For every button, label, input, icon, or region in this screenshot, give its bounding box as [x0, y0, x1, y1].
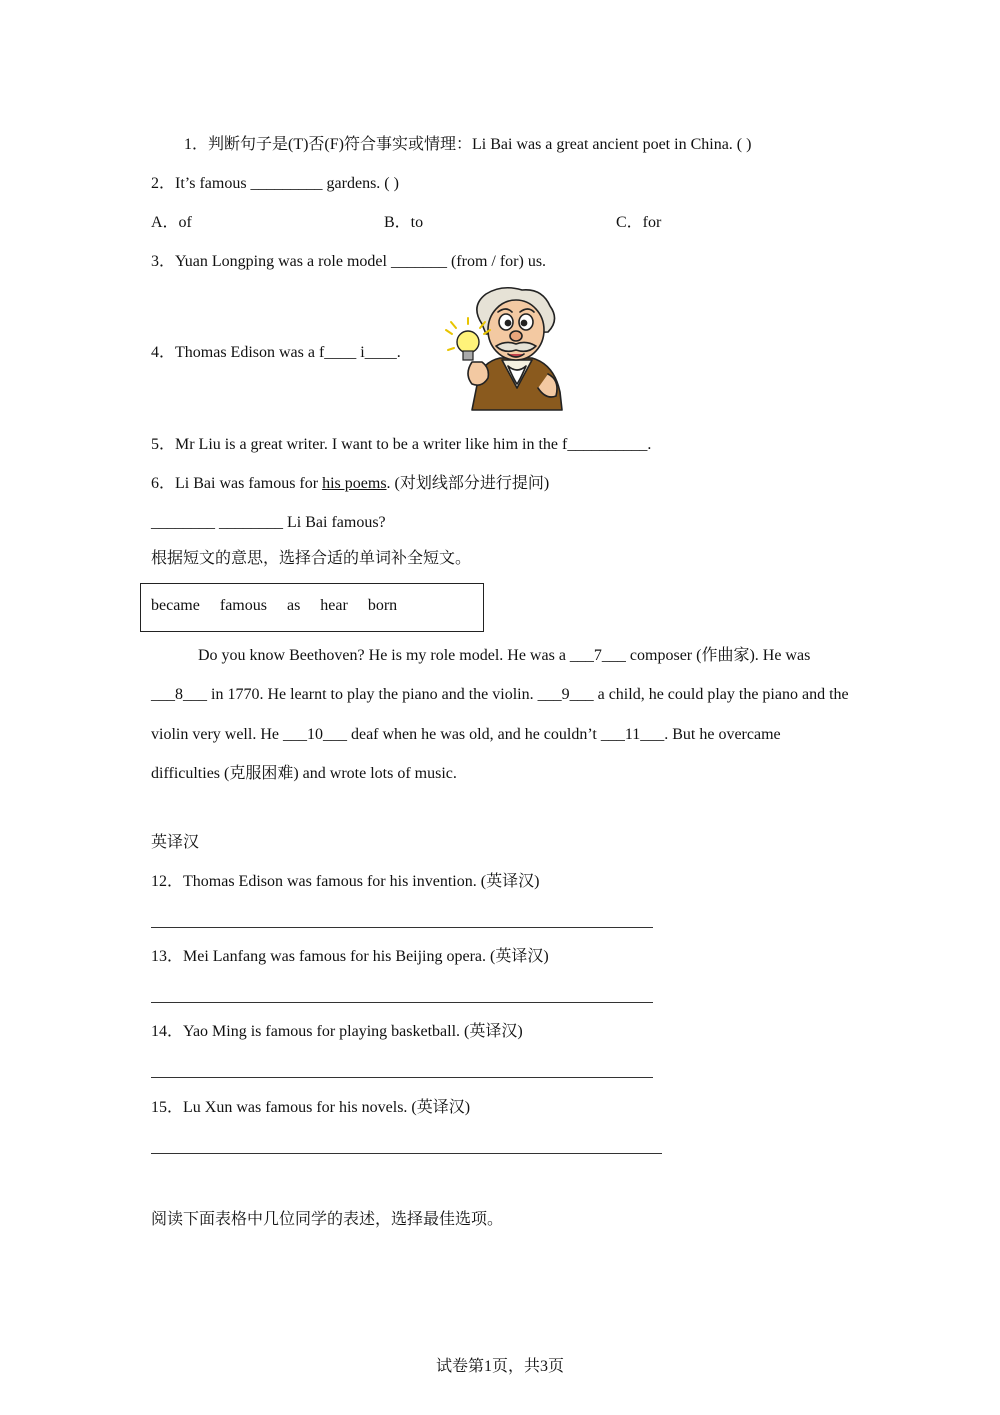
question-3: 3．Yuan Longping was a role model _______ (from / for) us. [151, 253, 547, 270]
edison-lightbulb-icon [442, 284, 568, 412]
reading-instruction: 阅读下面表格中几位同学的表述，选择最佳选项。 [151, 1211, 504, 1228]
cloze-passage-text: Do you know Beethoven? He is my role model. He was a ___7___ composer (作曲家). He was ___8___ in 1770. He learnt to play the piano and the violin. ___9___ a child, he could play the piano and the violin very well. He ___10___ deaf when he was old, and he couldn’t ___11___. But he overcame difficulties (克服困难) and wrote lots of music. [151, 647, 849, 782]
question-6-prefix: 6．Li Bai was famous for [151, 475, 323, 492]
option-a: A．of [151, 214, 192, 231]
question-5: 5．Mr Liu is a great writer. I want to be a writer like him in the f__________. [151, 436, 652, 453]
word-bank-item: as [286, 597, 301, 614]
translation-item-12: 12．Thomas Edison was famous for his invention. (英译汉) [151, 873, 540, 890]
translation-item-15: 15．Lu Xun was famous for his novels. (英译汉) [151, 1099, 471, 1116]
question-6-answer: ________ ________ Li Bai famous? [151, 514, 386, 531]
answer-line-12[interactable] [151, 927, 653, 928]
question-2: 2．It’s famous _________ gardens. ( ) [151, 175, 399, 192]
question-6-underlined: his poems [322, 475, 387, 492]
cloze-instruction: 根据短文的意思，选择合适的单词补全短文。 [151, 550, 472, 567]
answer-line-13[interactable] [151, 1002, 653, 1003]
question-1: 1．判断句子是(T)否(F)符合事实或情理：Li Bai was a great ancient poet in China. ( ) [184, 136, 752, 153]
word-bank-box [140, 583, 484, 632]
word-bank-item: hear [320, 597, 348, 614]
word-bank-item: born [367, 597, 398, 614]
cloze-passage [151, 636, 851, 793]
answer-line-15[interactable] [151, 1153, 662, 1154]
translation-item-13: 13．Mei Lanfang was famous for his Beijing opera. (英译汉) [151, 948, 549, 965]
answer-line-14[interactable] [151, 1077, 653, 1078]
word-bank-item: famous [219, 597, 267, 614]
page-footer: 试卷第1页，共3页 [435, 1358, 564, 1375]
option-c: C．for [616, 214, 662, 231]
question-6 [151, 474, 549, 494]
option-b: B．to [384, 214, 424, 231]
word-bank-item: became [151, 597, 200, 614]
translation-item-14: 14．Yao Ming is famous for playing basketball. (英译汉) [151, 1023, 523, 1040]
translation-heading: 英译汉 [151, 834, 200, 851]
question-4: 4．Thomas Edison was a f____ i____. [151, 344, 401, 361]
question-6-suffix: . (对划线部分进行提问) [386, 475, 550, 492]
word-bank [151, 596, 413, 616]
